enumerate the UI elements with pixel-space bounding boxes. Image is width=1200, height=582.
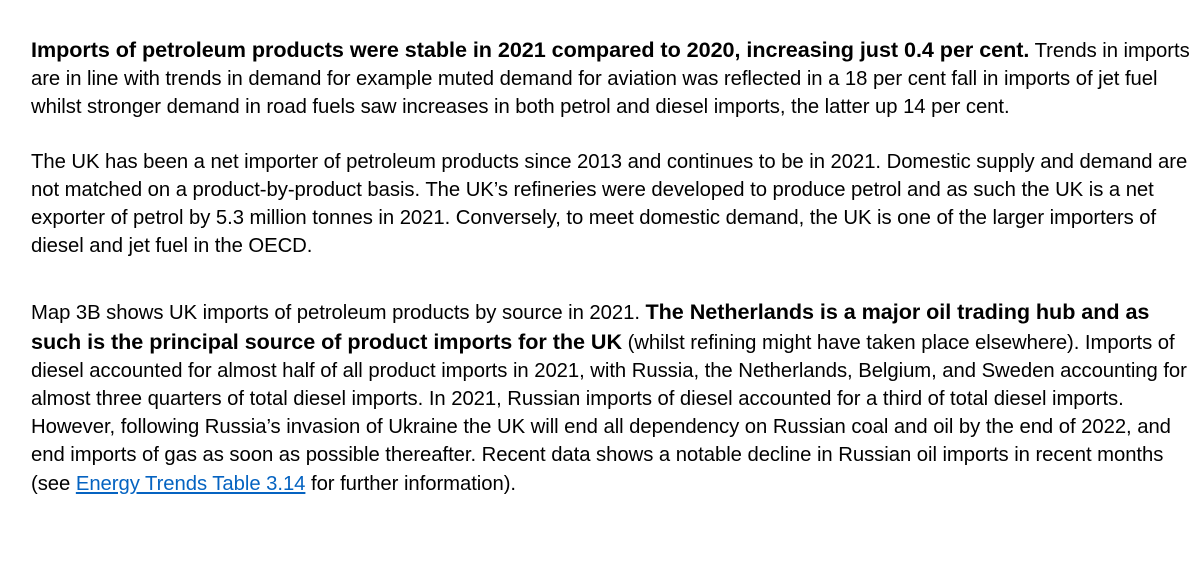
paragraph-3-text-after: (whilst refining might have taken place elsewhere). Imports of diesel accounted for almost half of all product imports in 2021, with Russia, the Netherlands, Belgium, and Sweden accounting for almost three quarters of total diesel imports. In 2021, Russian imports of diesel accounted for a third of total diesel imports. However, following Russia’s invasion of Ukraine the UK will end all dependency on Russian coal and oil by the end of 2022, and end imports of gas as soon as possible thereafter. Recent data shows a notable decline in Russian oil imports in recent months (see: [31, 331, 1187, 495]
paragraph-3-text-before: Map 3B shows UK imports of petroleum products by source in 2021.: [31, 302, 646, 325]
paragraph-3-text-end: for further information).: [305, 472, 517, 495]
paragraph-1-text: Trends in imports are in line with trends in demand for example muted demand for aviation was reflected in a 18 per cent fall in imports of jet fuel whilst stronger demand in road fuels saw increases in both petrol and diesel imports, the latter up 14 per cent.: [31, 40, 1190, 119]
paragraph-net-importer: [31, 148, 1191, 261]
paragraph-2-text: The UK has been a net importer of petroleum products since 2013 and continues to be in 2021. Domestic supply and demand are not matched on a product-by-product basis. The UK’s refineries were developed to produce petrol and as such the UK is a net exporter of petrol by 5.3 million tonnes in 2021. Conversely, to meet domestic demand, the UK is one of the larger importers of diesel and jet fuel in the OECD.: [31, 150, 1188, 258]
paragraph-1-bold-lead: Imports of petroleum products were stable in 2021 compared to 2020, increasing just 0.4 per cent.: [31, 37, 1030, 62]
paragraph-map-3b: [31, 298, 1191, 497]
document-body: [31, 36, 1191, 498]
energy-trends-table-link[interactable]: Energy Trends Table 3.14: [75, 472, 306, 495]
paragraph-imports-stable: [31, 36, 1191, 122]
paragraph-3-bold: The Netherlands is a major oil trading hub and as such is the principal source of product imports for the UK: [31, 299, 1150, 354]
